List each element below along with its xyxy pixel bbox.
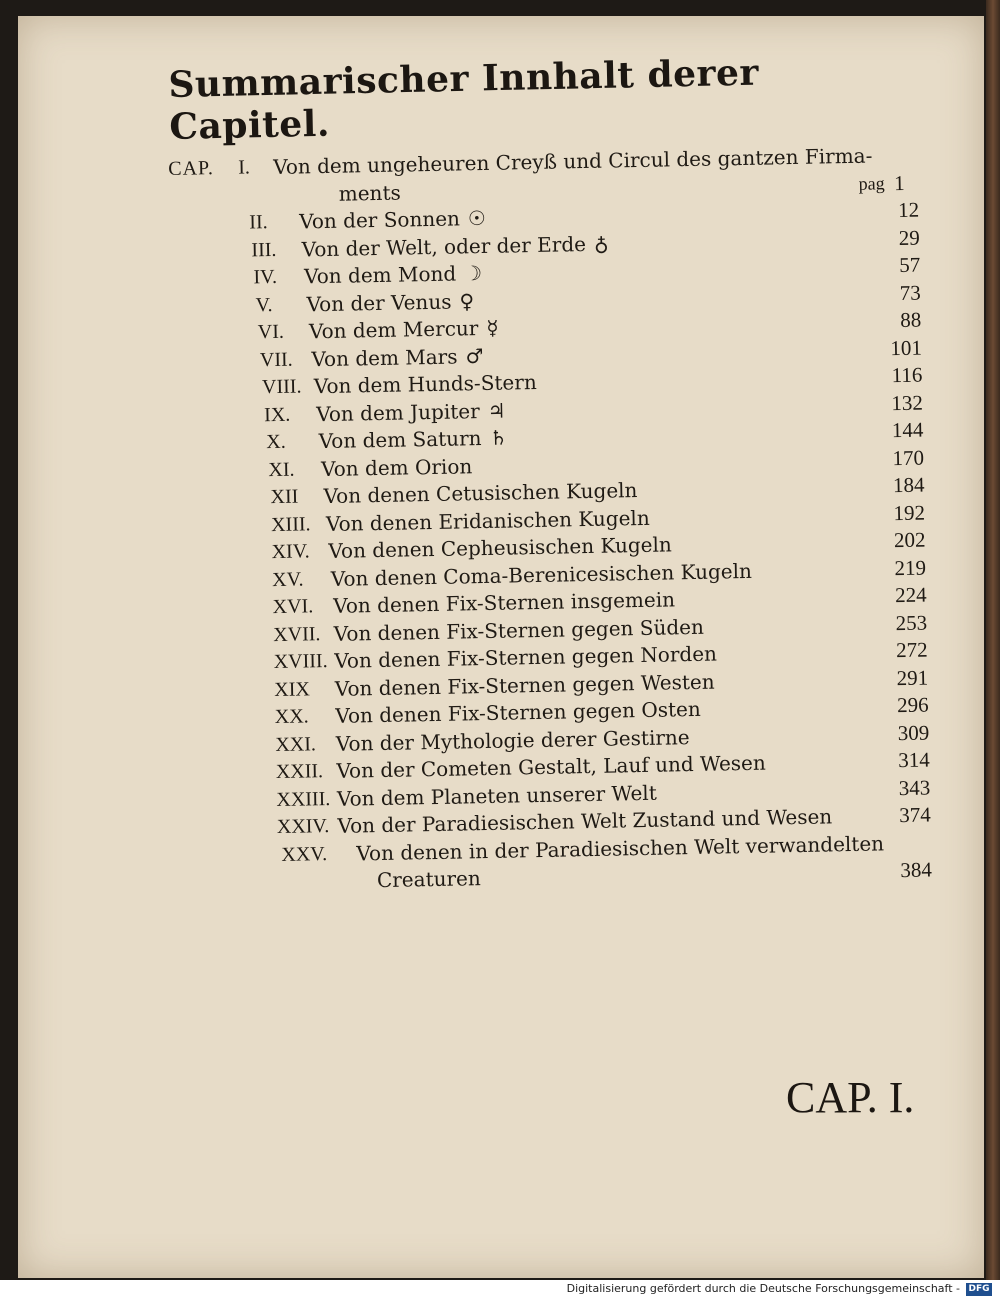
chapter-title: Von dem ungeheuren Creyß und Circul des gantzen Firma- (272, 143, 873, 179)
chapter-title (321, 453, 473, 483)
chapter-number: XII (270, 485, 299, 509)
chapter-title-text: Von denen Coma-Berenicesischen Kugeln (330, 558, 753, 591)
chapter-title (318, 425, 507, 456)
chapter-number: XI. (268, 458, 295, 481)
chapter-title (311, 342, 484, 373)
chapter-number: XIX (274, 677, 311, 701)
chapter-number: XVI. (272, 595, 314, 619)
chapter-number: IV. (253, 265, 278, 289)
chapter-title-text: Von denen Fix-Sternen gegen Westen (334, 669, 715, 701)
page-number: 224 (894, 582, 927, 608)
page-number: 296 (896, 692, 929, 718)
chapter-number: XX. (274, 705, 309, 729)
chapter-title-text: Von der Cometen Gestalt, Lauf und Wesen (336, 750, 766, 783)
pag-label: pag (858, 172, 885, 194)
chapter-title-text: Von dem Saturn (318, 426, 482, 454)
planet-symbol-icon: ♃ (487, 398, 506, 423)
chapter-number: XVIII. (273, 650, 328, 674)
chapter-title-text: Von der Welt, oder der Erde (301, 231, 587, 261)
chapter-number: VII. (259, 348, 293, 371)
book-page (18, 16, 984, 1278)
chapter-title (306, 288, 474, 319)
chapter-title-text: Von der Venus (306, 289, 452, 316)
planet-symbol-icon: ♂ (465, 343, 484, 368)
page-number: 384 (900, 857, 933, 883)
book-edge (986, 0, 1000, 1299)
chapter-title-text: Von dem Mars (311, 343, 458, 371)
page-number: 219 (894, 555, 927, 580)
chapter-number: XV. (271, 567, 304, 591)
chapter-number: XIV. (271, 540, 310, 564)
page-number: 29 (898, 225, 920, 250)
catchword: CAP. I. (786, 1073, 915, 1122)
chapter-title-text: Von dem Jupiter (316, 398, 480, 426)
chapter-title (316, 397, 506, 428)
chapter-number: XXII. (275, 760, 324, 784)
dfg-logo: DFG (966, 1283, 992, 1296)
chapter-title-continuation: Creaturen (376, 866, 481, 893)
chapter-title-text: Von denen Cepheusischen Kugeln (328, 532, 672, 563)
chapter-number: XVII. (272, 622, 321, 646)
page-number: 374 (899, 802, 932, 828)
page-number: 291 (896, 665, 929, 690)
chapter-title-text: Von dem Planeten unserer Welt (336, 780, 657, 811)
page-number: 343 (898, 774, 931, 800)
planet-symbol-icon: ☿ (486, 315, 499, 340)
chapter-title-continuation: ments (338, 180, 401, 206)
page-number: 12 (897, 197, 920, 222)
chapter-number: V. (255, 293, 273, 316)
chapter-number: XIII. (270, 512, 311, 536)
chapter-title (299, 205, 486, 236)
chapter-title (304, 260, 482, 291)
page-number: 101 (890, 335, 923, 360)
chapter-title-text: Von dem Hunds-Stern (313, 369, 537, 399)
page-number: 88 (900, 307, 922, 332)
chapter-number: XXIII. (276, 787, 331, 811)
page-number: 253 (895, 610, 928, 635)
chapter-number: XXI. (275, 732, 317, 756)
chapter-number: I. (238, 156, 251, 179)
page-number: 1 (893, 170, 905, 195)
chapter-number: X. (266, 430, 286, 454)
page-number: 57 (898, 252, 921, 277)
page-number: 192 (893, 500, 926, 525)
chapter-number: XXIV. (276, 815, 330, 839)
chapter-number: XXV. (281, 842, 328, 866)
chapter-number: VIII. (261, 375, 302, 399)
chapter-title-text: Von dem Orion (320, 453, 473, 481)
planet-symbol-icon: ♁ (593, 231, 609, 256)
footer-bar (0, 1280, 1000, 1299)
planet-symbol-icon: ☉ (467, 205, 487, 231)
page-number: 309 (897, 719, 930, 745)
page-number: 170 (892, 445, 925, 470)
chapter-title-text: Von der Sonnen (299, 206, 461, 234)
chapter-number: IX. (263, 403, 291, 426)
chapter-title-text: Von dem Mond (303, 261, 457, 289)
chapter-title-text: Von denen Fix-Sternen gegen Osten (335, 696, 702, 728)
planet-symbol-icon: ♄ (489, 425, 508, 450)
chapter-title-text: Von der Paradiesischen Welt Zustand und Wesen (337, 804, 833, 838)
page-number: 184 (892, 472, 925, 498)
chapter-number: III. (251, 238, 277, 261)
page-number: 132 (891, 390, 924, 415)
page-number: 272 (895, 637, 928, 663)
chapter-number: II. (249, 211, 268, 234)
chapter-title-text: Von denen Fix-Sternen insgemein (333, 587, 676, 618)
chapter-title (314, 369, 537, 401)
planet-symbol-icon: ☽ (463, 260, 483, 286)
chapter-number: VI. (257, 320, 285, 344)
page-number: 314 (898, 747, 930, 773)
page-title: Summarischer Innhalt derer Capitel. (168, 51, 760, 148)
planet-symbol-icon: ♀ (459, 288, 475, 313)
page-number: 144 (891, 417, 924, 443)
page-number: 73 (899, 280, 921, 305)
funding-notice: Digitalisierung gefördert durch die Deutsche Forschungsgemeinschaft - (566, 1282, 960, 1295)
chapter-title-text: Von der Mythologie derer Gestirne (335, 724, 690, 756)
page-number: 202 (893, 527, 926, 553)
chapter-title-text: Von denen Cetusischen Kugeln (323, 478, 638, 509)
page-number: 116 (891, 362, 923, 388)
cap-label: CAP. (168, 157, 215, 180)
chapter-title-text: Von denen Eridanischen Kugeln (325, 505, 650, 536)
chapter-title-text: Von denen Fix-Sternen gegen Norden (334, 641, 718, 673)
table-of-contents (168, 141, 942, 898)
chapter-title-text: Von denen Fix-Sternen gegen Süden (333, 614, 705, 646)
chapter-title (309, 315, 499, 346)
chapter-title-text: Von dem Mercur (308, 316, 479, 344)
chapter-title: Von denen in der Paradiesischen Welt verwandelten (356, 830, 885, 866)
